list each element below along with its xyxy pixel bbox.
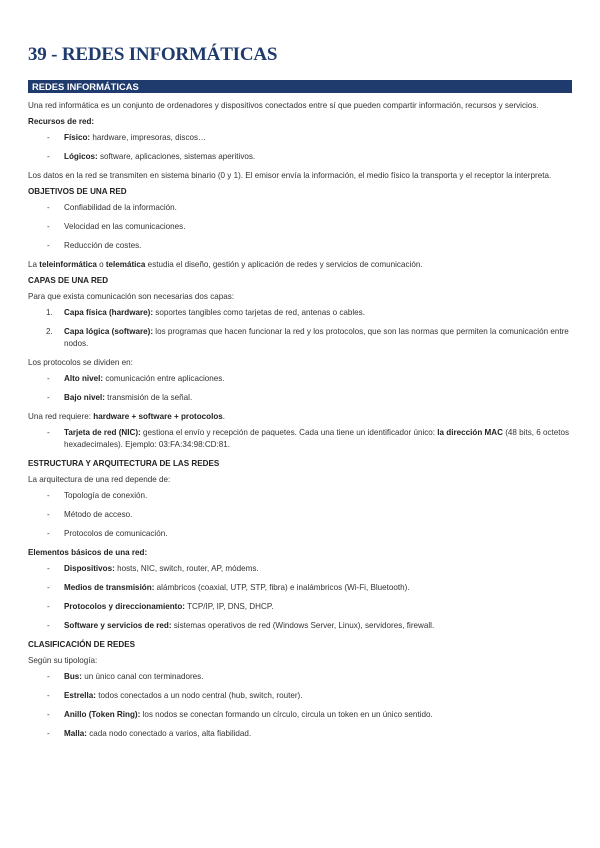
item-text: Protocolos de comunicación.	[64, 529, 168, 539]
protocolos-intro: Los protocolos se dividen en:	[28, 358, 133, 368]
list-item	[28, 620, 572, 632]
number-marker: 1.	[46, 308, 53, 317]
item-term: Tarjeta de red (NIC):	[64, 428, 141, 438]
list-item	[28, 240, 572, 252]
bullet-marker: -	[47, 672, 50, 682]
item-text: (48 bits, 6 octetos hexadecimales). Ejemplo: 03:FA:34:98:CD:81.	[64, 428, 570, 450]
text-run: La	[28, 260, 40, 269]
list-item	[28, 582, 572, 594]
document-body	[28, 100, 572, 741]
item-term: Físico:	[64, 133, 91, 142]
text-run: estudia el diseño, gestión y aplicación de redes y servicios de comunicación.	[145, 260, 423, 269]
capas-heading: CAPAS DE UNA RED	[28, 276, 109, 285]
estructura-intro: La arquitectura de una red depende de:	[28, 475, 171, 485]
teleinformatica-paragraph	[28, 259, 572, 271]
bullet-marker: -	[47, 564, 50, 574]
bullet-marker: -	[47, 510, 50, 520]
item-text: alámbricos (coaxial, UTP, STP, fibra) e inalámbricos (Wi-Fi, Bluetooth).	[154, 583, 410, 593]
item-term: Alto nivel:	[64, 374, 104, 384]
list-item	[28, 528, 572, 540]
item-term: Protocolos y direccionamiento:	[64, 602, 185, 612]
list-item	[28, 151, 572, 163]
intro-paragraph: Una red informática es un conjunto de ordenadores y dispositivos conectados entre sí que pueden compartir información, recursos y servicios.	[28, 101, 539, 110]
list-item	[28, 373, 572, 385]
item-text: los nodos se conectan formando un círculo, circula un token en un único sentido.	[140, 710, 433, 720]
list-item	[28, 601, 572, 613]
term-requirements: hardware + software + protocolos	[93, 412, 223, 422]
clasificacion-heading: CLASIFICACIÓN DE REDES	[28, 640, 136, 650]
requiere-paragraph	[28, 411, 572, 423]
bullet-marker: -	[47, 491, 50, 501]
item-text: un único canal con terminadores.	[82, 672, 204, 682]
item-text: sistemas operativos de red (Windows Server, Linux), servidores, firewall.	[171, 621, 435, 631]
section-banner: REDES INFORMÁTICAS	[28, 80, 572, 93]
item-term: Bajo nivel:	[64, 393, 105, 403]
list-item	[28, 709, 572, 721]
bullet-marker: -	[47, 152, 50, 161]
bullet-marker: -	[47, 583, 50, 593]
text-run: Una red requiere:	[28, 412, 94, 422]
item-text: transmisión de la señal.	[104, 393, 193, 403]
capas-intro: Para que exista comunicación son necesarias dos capas:	[28, 292, 235, 301]
item-term: Software y servicios de red:	[64, 621, 172, 631]
page-title: 39 - REDES INFORMÁTICAS	[28, 44, 278, 65]
number-marker: 2.	[46, 327, 53, 336]
bullet-marker: -	[47, 222, 50, 231]
bullet-marker: -	[47, 691, 50, 701]
item-text: los programas que hacen funcionar la red y los protocolos, que son las normas que permiten la comunicación entre nodos.	[64, 327, 569, 349]
bullet-marker: -	[47, 133, 50, 142]
list-item	[28, 490, 572, 502]
bullet-marker: -	[47, 729, 50, 739]
list-item	[28, 307, 572, 319]
item-text: cada nodo conectado a varios, alta fiabilidad.	[86, 729, 252, 739]
item-text: Velocidad en las comunicaciones.	[64, 222, 186, 231]
item-text: hosts, NIC, switch, router, AP, módems.	[114, 564, 259, 574]
list-item	[28, 392, 572, 404]
bullet-marker: -	[47, 710, 50, 720]
list-item	[28, 690, 572, 702]
bullet-marker: -	[47, 203, 50, 212]
list-item	[28, 427, 572, 451]
list-item	[28, 202, 572, 214]
bullet-marker: -	[47, 428, 50, 438]
list-item	[28, 326, 572, 350]
item-term: Dispositivos:	[64, 564, 115, 574]
bullet-marker: -	[47, 241, 50, 250]
item-term: Estrella:	[64, 691, 96, 701]
item-text: TCP/IP, IP, DNS, DHCP.	[184, 602, 274, 612]
term-telematica: telemática	[105, 260, 146, 269]
item-text: hardware, impresoras, discos…	[90, 133, 207, 142]
datos-paragraph: Los datos en la red se transmiten en sistema binario (0 y 1). El emisor envía la información, el medio físico la transporta y el receptor la interpreta.	[28, 171, 552, 180]
item-text: soportes tangibles como tarjetas de red, antenas o cables.	[153, 308, 365, 317]
item-text: software, aplicaciones, sistemas aperitivos.	[97, 152, 256, 161]
text-run: o	[96, 260, 106, 269]
item-term: Capa física (hardware):	[64, 308, 154, 317]
item-term: Bus:	[64, 672, 82, 682]
list-item	[28, 728, 572, 740]
list-item	[28, 221, 572, 233]
elementos-label: Elementos básicos de una red:	[28, 548, 148, 558]
item-term: Lógicos:	[64, 152, 98, 161]
bullet-marker: -	[47, 393, 50, 403]
text-run: .	[222, 412, 226, 422]
item-term: Malla:	[64, 729, 87, 739]
clasificacion-intro: Según su tipología:	[28, 656, 98, 666]
bullet-marker: -	[47, 602, 50, 612]
term-teleinformatica: teleinformática	[39, 260, 97, 269]
bullet-marker: -	[47, 621, 50, 631]
list-item	[28, 671, 572, 683]
bullet-marker: -	[47, 374, 50, 384]
item-text: Confiabilidad de la información.	[64, 203, 177, 212]
item-term: Anillo (Token Ring):	[64, 710, 141, 720]
item-text: Reducción de costes.	[64, 241, 142, 250]
list-item	[28, 509, 572, 521]
item-text: Método de acceso.	[64, 510, 133, 520]
item-text: gestiona el envío y recepción de paquetes. Cada una tiene un identificador único:	[140, 428, 438, 438]
item-term: Capa lógica (software):	[64, 327, 154, 336]
item-text: todos conectados a un nodo central (hub, switch, router).	[95, 691, 303, 701]
bullet-marker: -	[47, 529, 50, 539]
estructura-heading: ESTRUCTURA Y ARQUITECTURA DE LAS REDES	[28, 459, 220, 469]
list-item	[28, 563, 572, 575]
recursos-label: Recursos de red:	[28, 117, 95, 126]
term-mac-address: la dirección MAC	[437, 428, 503, 438]
item-term: Medios de transmisión:	[64, 583, 155, 593]
list-item	[28, 132, 572, 144]
item-text: comunicación entre aplicaciones.	[103, 374, 225, 384]
objetivos-heading: OBJETIVOS DE UNA RED	[28, 187, 127, 196]
item-text: Topología de conexión.	[64, 491, 148, 501]
